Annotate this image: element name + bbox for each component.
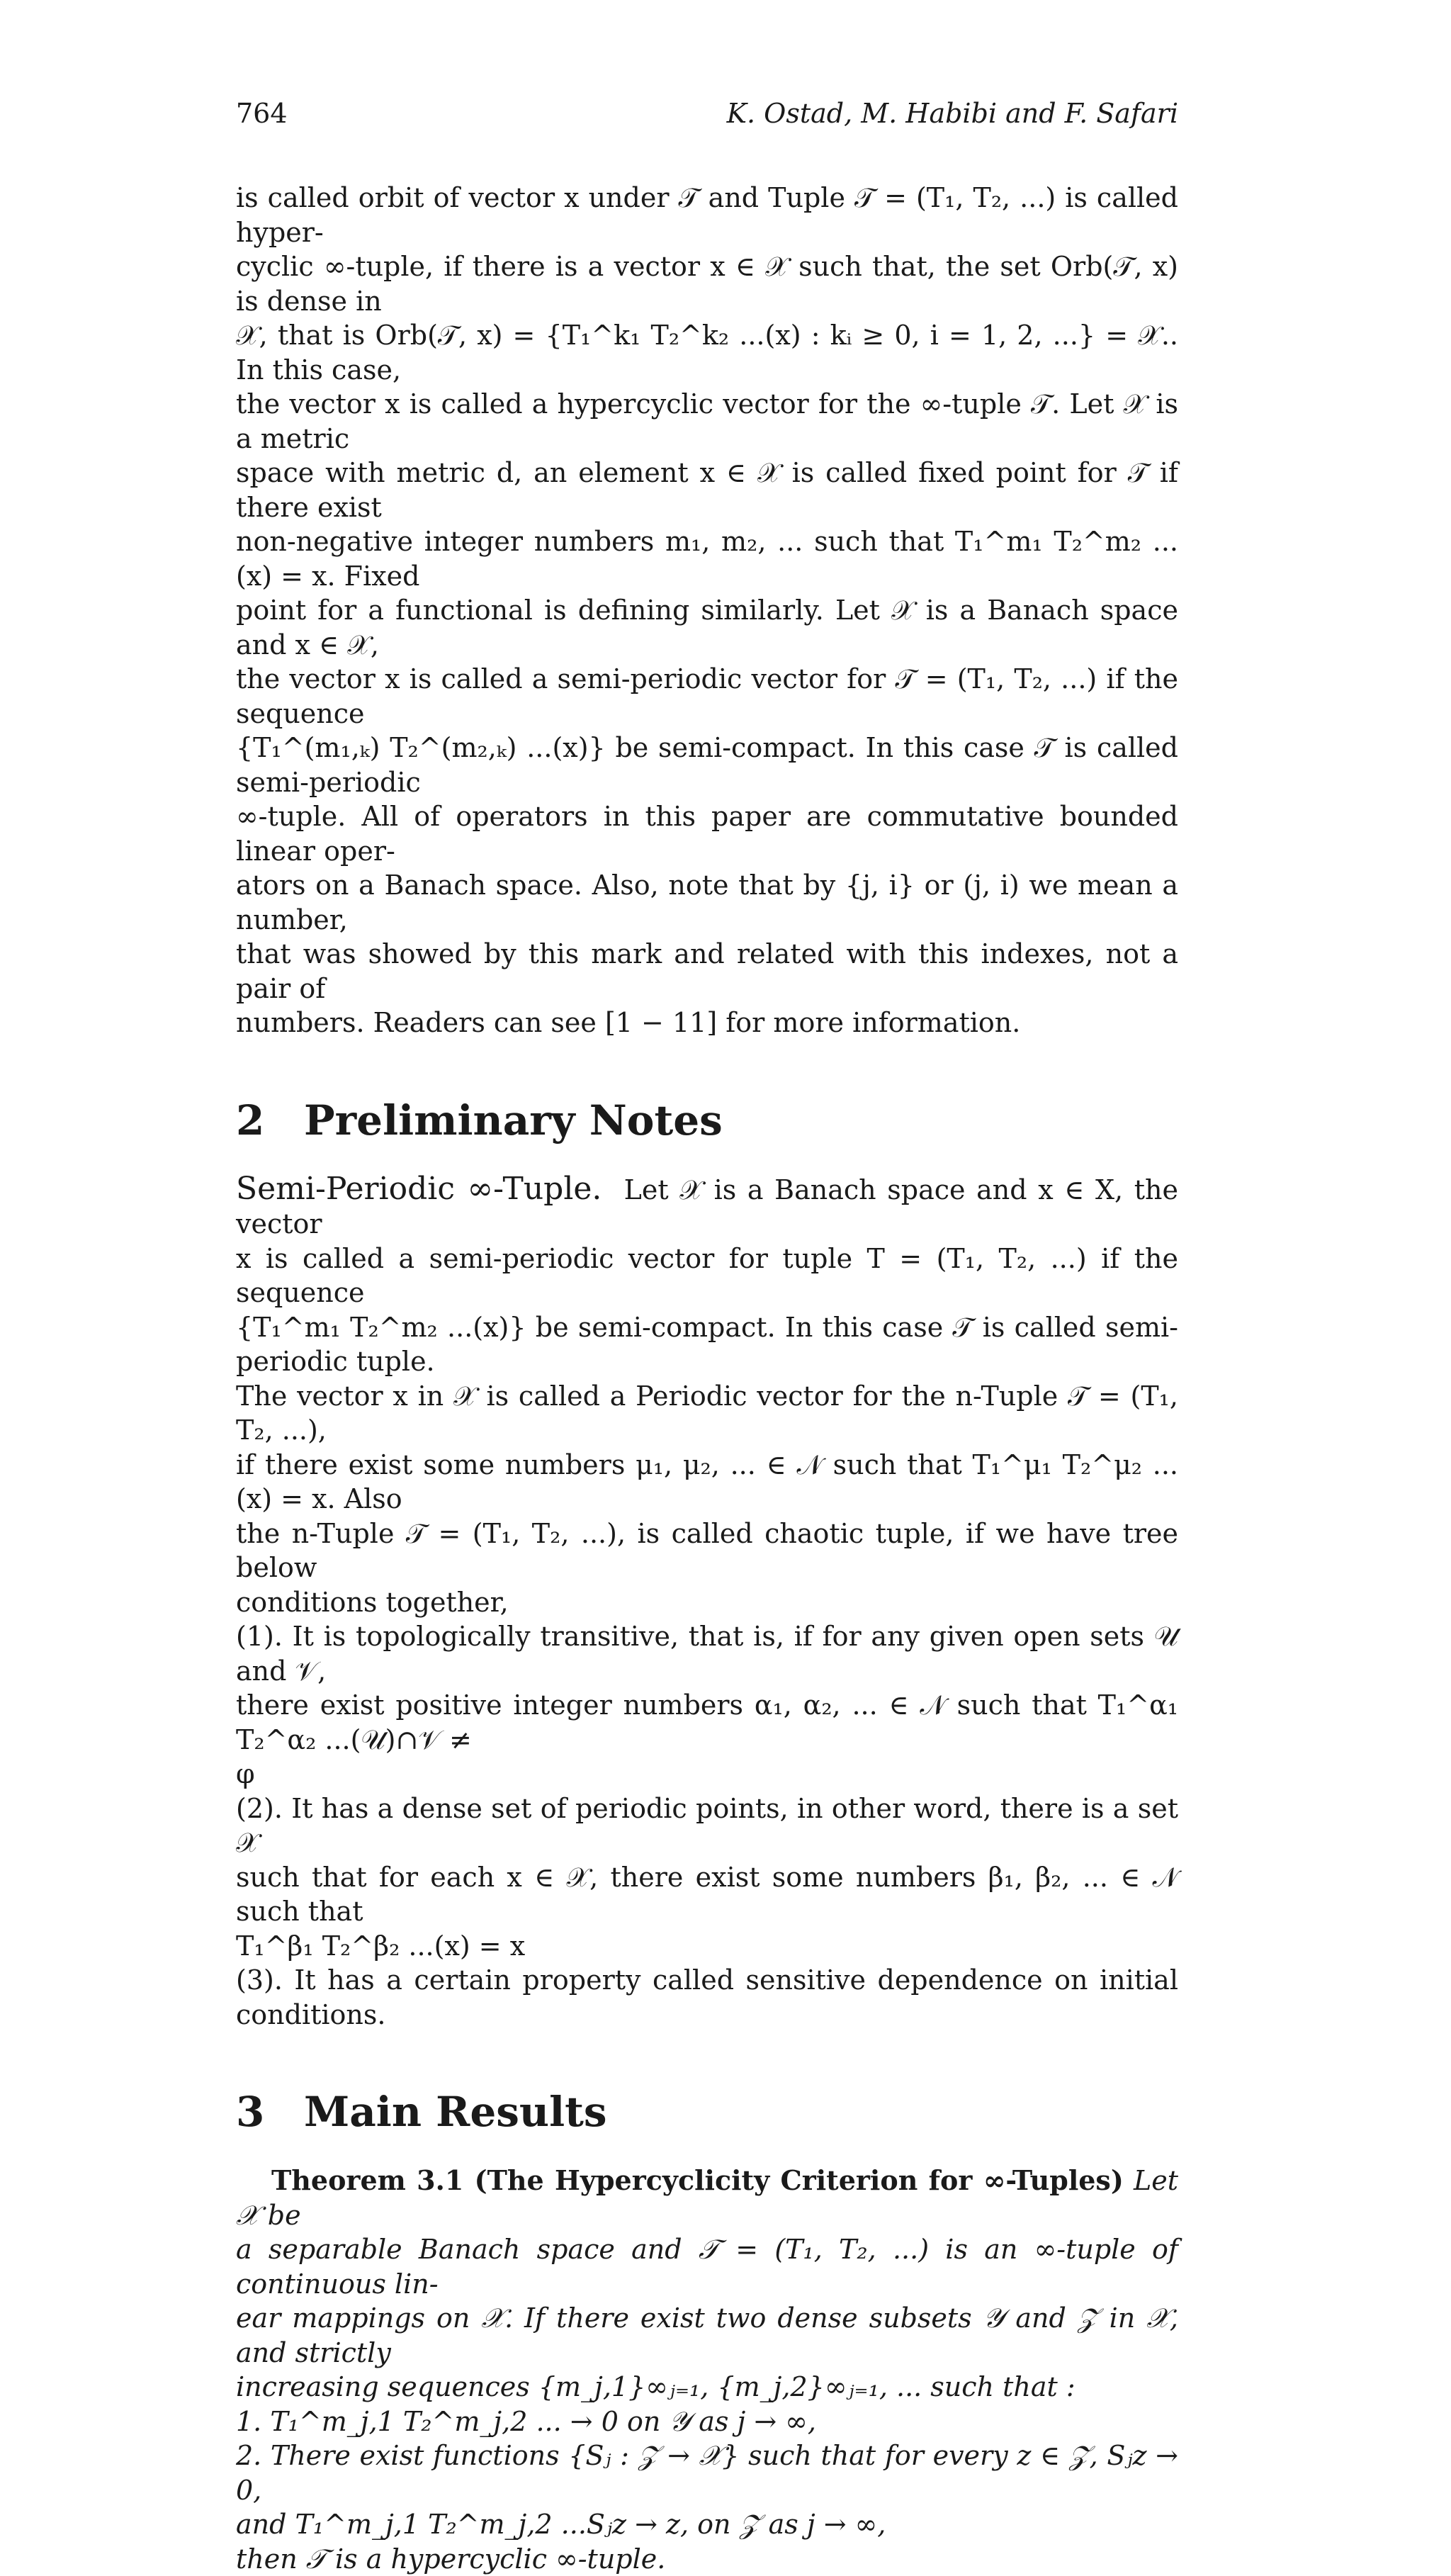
theorem-body bbox=[236, 2232, 1178, 2576]
text-line: and T₁^m_j,1 T₂^m_j,2 ...Sⱼz → z, on 𝒵 as j → ∞, bbox=[236, 2507, 1178, 2542]
section-title: Main Results bbox=[304, 2088, 607, 2136]
text-line: 2. There exist functions {Sⱼ : 𝒵 → 𝒳} such that for every z ∈ 𝒵, Sⱼz → 0, bbox=[236, 2439, 1178, 2507]
text-line: {T₁^(m₁,ₖ) T₂^(m₂,ₖ) ...(x)} be semi-compact. In this case 𝒯 is called semi-periodic bbox=[236, 731, 1178, 799]
text-line: The vector x in 𝒳 is called a Periodic vector for the n-Tuple 𝒯 = (T₁, T₂, ...), bbox=[236, 1379, 1178, 1448]
section-heading-main-results bbox=[236, 2087, 1178, 2137]
text-line: conditions together, bbox=[236, 1585, 1178, 1620]
text-line: cyclic ∞-tuple, if there is a vector x ∈ 𝒳 such that, the set Orb(𝒯, x) is dense in bbox=[236, 249, 1178, 318]
text-line: (1). It is topologically transitive, that is, if for any given open sets 𝒰 and 𝒱, bbox=[236, 1619, 1178, 1688]
text-line: ear mappings on 𝒳. If there exist two dense subsets 𝒴 and 𝒵 in 𝒳, and strictly bbox=[236, 2301, 1178, 2370]
text-line: if there exist some numbers μ₁, μ₂, ... ∈ 𝒩 such that T₁^μ₁ T₂^μ₂ ...(x) = x. Also bbox=[236, 1448, 1178, 1517]
text-line: 1. T₁^m_j,1 T₂^m_j,2 ... → 0 on 𝒴 as j → ∞, bbox=[236, 2405, 1178, 2439]
text-line: such that for each x ∈ 𝒳, there exist some numbers β₁, β₂, ... ∈ 𝒩 such that bbox=[236, 1860, 1178, 1929]
text-line: increasing sequences {m_j,1}∞ⱼ₌₁, {m_j,2}∞ⱼ₌₁, ... such that : bbox=[236, 2370, 1178, 2405]
main-content bbox=[236, 181, 1178, 2576]
text-line: point for a functional is defining similarly. Let 𝒳 is a Banach space and x ∈ 𝒳, bbox=[236, 593, 1178, 662]
text-line bbox=[236, 2164, 1178, 2232]
runin-heading: Semi-Periodic ∞-Tuple. bbox=[236, 1171, 602, 1207]
text-line: numbers. Readers can see [1 − 11] for more information. bbox=[236, 1006, 1178, 1040]
text-line: ators on a Banach space. Also, note that by {j, i} or (j, i) we mean a number, bbox=[236, 868, 1178, 937]
theorem-heading: Theorem 3.1 (The Hypercyclicity Criterion for ∞-Tuples) bbox=[271, 2164, 1124, 2196]
text-line: x is called a semi-periodic vector for tuple T = (T₁, T₂, ...) if the sequence bbox=[236, 1242, 1178, 1310]
preliminary-paragraph bbox=[236, 1172, 1178, 2032]
text-line bbox=[236, 1172, 1178, 1242]
theorem-3-1 bbox=[236, 2164, 1178, 2576]
text-line: a separable Banach space and 𝒯 = (T₁, T₂, ...) is an ∞-tuple of continuous lin- bbox=[236, 2232, 1178, 2301]
theorem-text: Let 𝒳 be bbox=[236, 2165, 1178, 2231]
intro-paragraph bbox=[236, 181, 1178, 1040]
text-line: the n-Tuple 𝒯 = (T₁, T₂, ...), is called chaotic tuple, if we have tree below bbox=[236, 1517, 1178, 1585]
section-title: Preliminary Notes bbox=[304, 1096, 723, 1144]
text-line: the vector x is called a hypercyclic vector for the ∞-tuple 𝒯. Let 𝒳 is a metric bbox=[236, 387, 1178, 456]
text-line: is called orbit of vector x under 𝒯 and Tuple 𝒯 = (T₁, T₂, ...) is called hyper- bbox=[236, 181, 1178, 249]
section-number: 3 bbox=[236, 2087, 304, 2137]
text-line: 𝒳, that is Orb(𝒯, x) = {T₁^k₁ T₂^k₂ ...(x) : kᵢ ≥ 0, i = 1, 2, ...} = 𝒳.. In this case, bbox=[236, 318, 1178, 387]
section-heading-preliminary bbox=[236, 1096, 1178, 1145]
text-line: the vector x is called a semi-periodic vector for 𝒯 = (T₁, T₂, ...) if the sequence bbox=[236, 662, 1178, 731]
text-line: ∞-tuple. All of operators in this paper are commutative bounded linear oper- bbox=[236, 799, 1178, 868]
text-line: T₁^β₁ T₂^β₂ ...(x) = x bbox=[236, 1929, 1178, 1964]
text-line: that was showed by this mark and related with this indexes, not a pair of bbox=[236, 937, 1178, 1006]
running-header bbox=[236, 98, 1178, 133]
text-line: {T₁^m₁ T₂^m₂ ...(x)} be semi-compact. In this case 𝒯 is called semi-periodic tuple. bbox=[236, 1310, 1178, 1379]
page-number: 764 bbox=[236, 98, 288, 129]
text-line: φ bbox=[236, 1757, 1178, 1792]
text-line: (2). It has a dense set of periodic points, in other word, there is a set 𝒳 bbox=[236, 1792, 1178, 1860]
text-fragment: Let 𝒳 is a Banach space and x ∈ X, the vector bbox=[236, 1174, 1187, 1240]
text-line: space with metric d, an element x ∈ 𝒳 is called fixed point for 𝒯 if there exist bbox=[236, 456, 1178, 524]
running-authors: K. Ostad, M. Habibi and F. Safari bbox=[727, 98, 1178, 129]
text-line: (3). It has a certain property called sensitive dependence on initial conditions. bbox=[236, 1963, 1178, 2032]
text-line: there exist positive integer numbers α₁, α₂, ... ∈ 𝒩 such that T₁^α₁ T₂^α₂ ...(𝒰)∩𝒱 ≠ bbox=[236, 1688, 1178, 1757]
text-line: non-negative integer numbers m₁, m₂, ... such that T₁^m₁ T₂^m₂ ...(x) = x. Fixed bbox=[236, 524, 1178, 593]
section-number: 2 bbox=[236, 1096, 304, 1145]
text-line: then 𝒯 is a hypercyclic ∞-tuple. bbox=[236, 2542, 1178, 2576]
